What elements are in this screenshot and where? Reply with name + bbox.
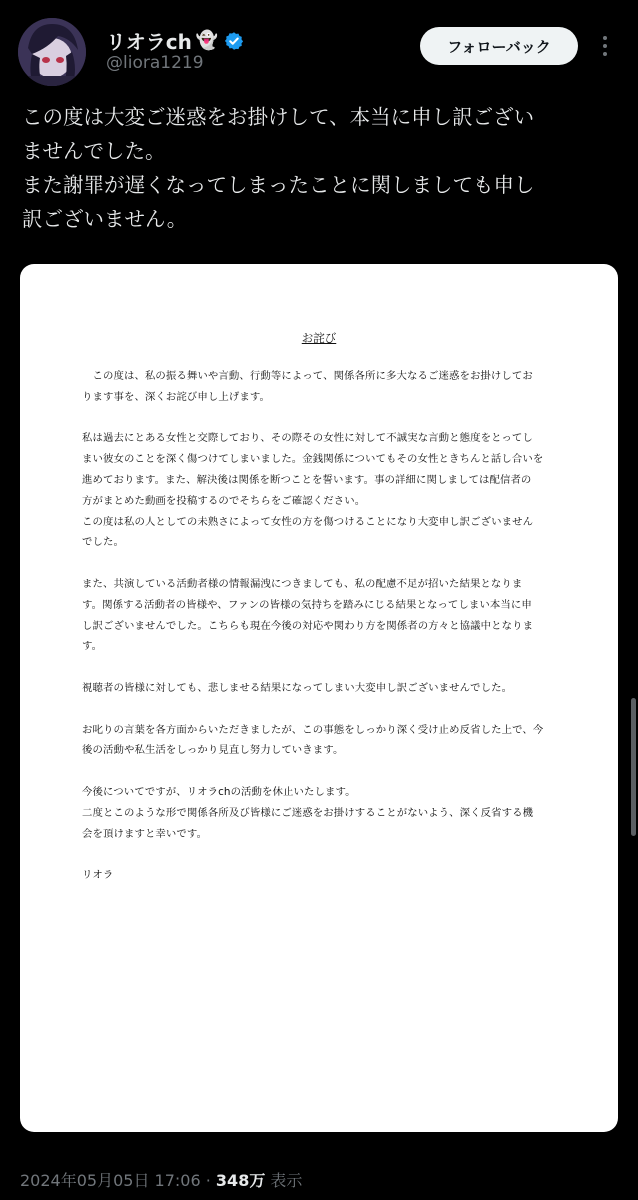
display-name[interactable]: リオラch: [106, 30, 192, 54]
document-signature: リオラ: [82, 869, 114, 882]
document-paragraph: 視聴者の皆様に対しても、悲しませる結果になってしまい大変申し訳ございませんでした。: [82, 681, 513, 694]
views-count[interactable]: 348万: [215, 1171, 266, 1190]
document-title: お詫び: [301, 331, 337, 345]
attached-image[interactable]: [20, 264, 618, 1132]
document-paragraph: この度は、私の振る舞いや言動、行動等によって、関係各所に多大なるご迷惑をお掛けしてお ります事を、深くお詫び申し上げます。: [82, 370, 533, 403]
meta-separator: ·: [205, 1171, 211, 1190]
document-paragraph: また、共演している活動者様の情報漏洩につきましても、私の配慮不足が招いた結果となりま す。関係する活動者の皆様や、ファンの皆様の気持ちを踏みにじる結果となってしまい本当に申 し訳ございませんでした。こちらも現在今後の対応や関わり方を関係者の方々と協議中となりま す。: [82, 577, 534, 653]
verified-badge-icon[interactable]: [224, 31, 244, 51]
timestamp[interactable]: 2024年05月05日 17:06: [20, 1171, 201, 1190]
tweet-header: [0, 0, 638, 100]
avatar[interactable]: [18, 18, 86, 86]
tweet-meta: [20, 1168, 302, 1191]
views-label: 表示: [270, 1171, 303, 1190]
name-row: [106, 26, 244, 55]
more-vertical-icon[interactable]: [598, 34, 612, 58]
document-paragraph: 私は過去にとある女性と交際しており、その際その女性に対して不誠実な言動と態度をとってし まい彼女のことを深く傷つけてしまいました。金銭関係についてもその女性ときちんと話し合いを 進めております。また、解決後は関係を断つことを誓います。事の詳細に関しましては配信者の 方がまとめた動画を投稿するのでそちらをご確認ください。 この度は私の人としての未熟さによって女性の方を傷つけることになり大変申し訳ございません でした。: [82, 432, 544, 549]
scrollbar-thumb[interactable]: [631, 698, 636, 836]
ghost-emoji-icon: 👻: [195, 29, 219, 51]
document-paragraph: お叱りの言葉を各方面からいただきましたが、この事態をしっかり深く受け止め反省した上で、今 後の活動や私生活をしっかり見直し努力していきます。: [82, 723, 544, 757]
user-handle[interactable]: @liora1219: [106, 53, 204, 73]
document-body: [82, 366, 552, 907]
tweet-text: この度は大変ご迷惑をお掛けして、本当に申し訳ござい ませんでした。 また謝罪が遅くなってしまったことに関しましても申し 訳ございません。: [22, 105, 535, 231]
follow-back-button[interactable]: フォローバック: [420, 27, 578, 65]
avatar-image: [18, 18, 86, 86]
document-paragraph: 今後についてですが、リオラchの活動を休止いたします。 二度とこのような形で関係各所及び皆様にご迷惑をお掛けすることがないよう、深く反省する機 会を頂けますと幸いです。: [82, 785, 534, 840]
